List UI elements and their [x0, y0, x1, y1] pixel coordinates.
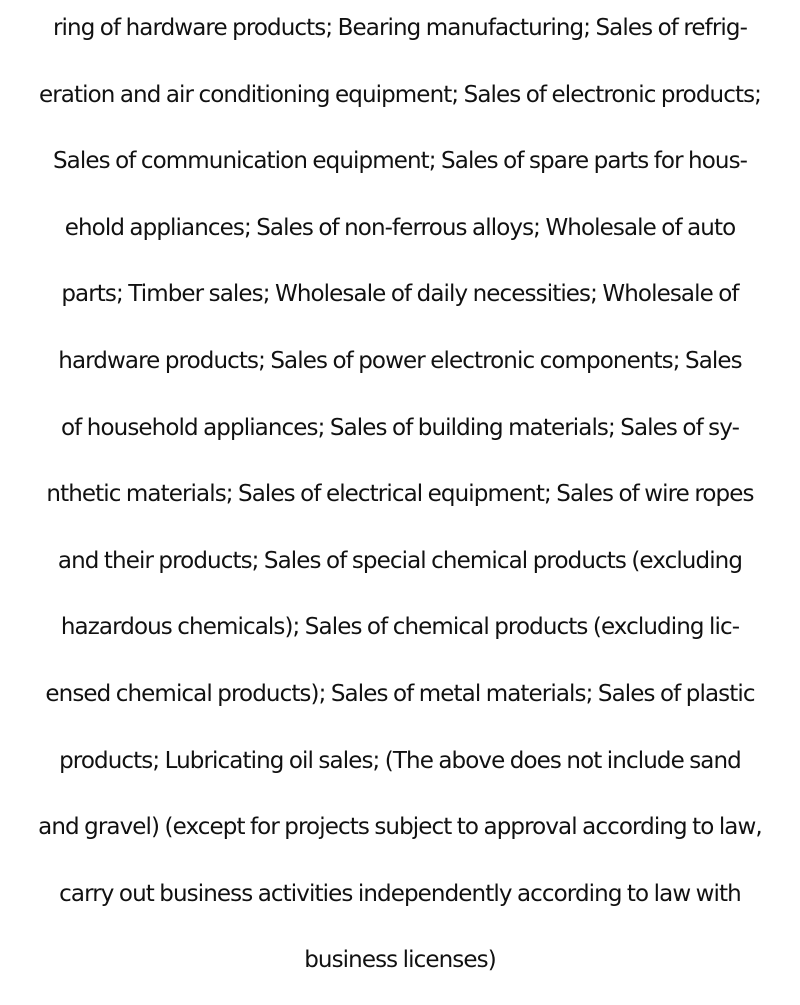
text-line: eration and air conditioning equipment; Sales of electronic products; [38, 81, 762, 108]
text-line: ring of hardware products; Bearing manufacturing; Sales of refrig- [52, 15, 748, 41]
text-line: and gravel) (except for projects subject to approval according to law, [38, 814, 762, 841]
text-line: ensed chemical products); Sales of metal materials; Sales of plastic [45, 680, 755, 707]
text-line: parts; Timber sales; Wholesale of daily necessities; Wholesale of [61, 281, 739, 308]
text-line: Sales of communication equipment; Sales of spare parts for hous- [52, 148, 748, 175]
text-line: carry out business activities independently according to law with [59, 880, 741, 907]
text-line: nthetic materials; Sales of electrical equipment; Sales of wire ropes [46, 481, 754, 508]
text-line: business licenses) [304, 947, 496, 974]
text-line: hardware products; Sales of power electronic components; Sales [58, 347, 742, 374]
text-line: hazardous chemicals); Sales of chemical products (excluding lic- [60, 614, 740, 641]
text-line: ehold appliances; Sales of non-ferrous alloys; Wholesale of auto [64, 214, 736, 241]
text-line: and their products; Sales of special chemical products (excluding [57, 547, 743, 574]
text-line: of household appliances; Sales of building materials; Sales of sy- [61, 414, 739, 441]
text-line: products; Lubricating oil sales; (The above does not include sand [59, 747, 741, 774]
